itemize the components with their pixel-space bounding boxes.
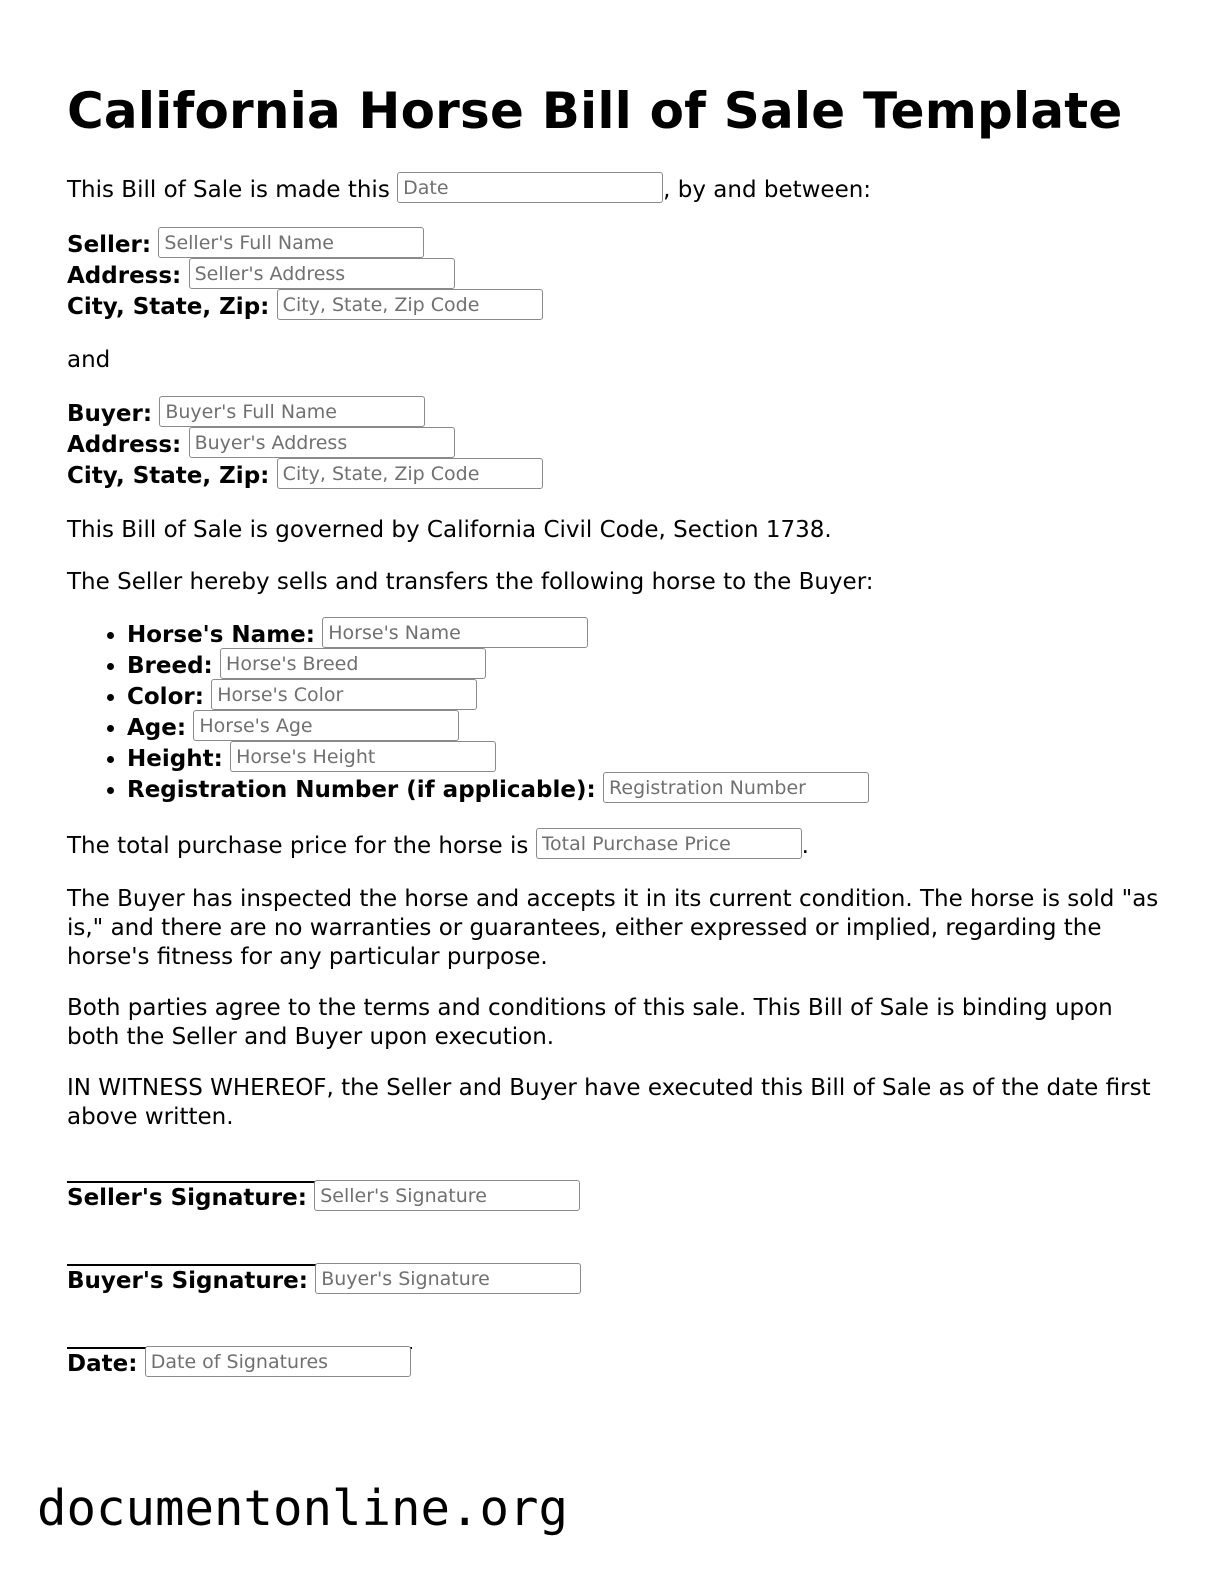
- price-line: [67, 831, 809, 862]
- buyer-address-input[interactable]: [189, 427, 455, 458]
- seller-name-row: [67, 230, 424, 261]
- and-text: and: [67, 347, 111, 373]
- horse-height-item: [127, 744, 869, 775]
- buyer-name-input[interactable]: [159, 396, 425, 427]
- horse-age-input[interactable]: [193, 710, 459, 741]
- horse-name-item: [127, 620, 869, 651]
- seller-address-input[interactable]: [189, 258, 455, 289]
- horse-breed-item: [127, 651, 869, 682]
- horse-age-item: [127, 713, 869, 744]
- witness-paragraph: [67, 1074, 1167, 1132]
- seller-address-row: [67, 261, 455, 292]
- horse-registration-label: Registration Number (if applicable):: [127, 777, 596, 803]
- purchase-price-input[interactable]: [536, 828, 802, 859]
- seller-city-row: [67, 292, 543, 323]
- seller-signature-label: Seller's Signature:: [67, 1185, 307, 1211]
- agreement-paragraph: [67, 994, 1167, 1052]
- buyer-city-input[interactable]: [277, 458, 543, 489]
- sale-date-input[interactable]: [397, 172, 663, 203]
- seller-city-input[interactable]: [277, 289, 543, 320]
- signature-date-label: Date:: [67, 1351, 138, 1377]
- horse-color-label: Color:: [127, 684, 204, 710]
- intro-line: [67, 175, 871, 206]
- buyer-address-label: Address:: [67, 432, 182, 458]
- price-prefix: The total purchase price for the horse is: [67, 833, 529, 859]
- witness-text: IN WITNESS WHEREOF, the Seller and Buyer have executed this Bill of Sale as of the date first above written.: [67, 1075, 1151, 1130]
- horse-name-label: Horse's Name:: [127, 622, 315, 648]
- horse-name-input[interactable]: [322, 617, 588, 648]
- seller-city-label: City, State, Zip:: [67, 294, 270, 320]
- horse-color-item: [127, 682, 869, 713]
- seller-signature-row: [67, 1183, 580, 1214]
- inspection-paragraph: [67, 885, 1167, 972]
- signature-date-input[interactable]: [145, 1346, 411, 1377]
- document-title: California Horse Bill of Sale Template: [67, 82, 1123, 140]
- buyer-name-label: Buyer:: [67, 401, 153, 427]
- inspection-text: The Buyer has inspected the horse and accepts it in its current condition. The horse is sold "as is," and there are no warranties or guarantees, either expressed or implied, regarding the horse's fitness for any particular purpose.: [67, 886, 1159, 970]
- seller-name-input[interactable]: [158, 227, 424, 258]
- governed-text: This Bill of Sale is governed by California Civil Code, Section 1738.: [67, 517, 832, 543]
- seller-address-label: Address:: [67, 263, 182, 289]
- buyer-city-row: [67, 461, 543, 492]
- buyer-address-row: [67, 430, 455, 461]
- horse-breed-label: Breed:: [127, 653, 213, 679]
- intro-suffix: , by and between:: [663, 177, 872, 203]
- price-suffix: .: [801, 833, 809, 859]
- buyer-signature-label: Buyer's Signature:: [67, 1268, 308, 1294]
- transfer-text: The Seller hereby sells and transfers the following horse to the Buyer:: [67, 569, 874, 595]
- intro-prefix: This Bill of Sale is made this: [67, 177, 390, 203]
- horse-height-input[interactable]: [230, 741, 496, 772]
- seller-name-label: Seller:: [67, 232, 152, 258]
- site-watermark: documentonline.org: [37, 1480, 569, 1537]
- horse-breed-input[interactable]: [220, 648, 486, 679]
- buyer-signature-row: [67, 1266, 581, 1297]
- horse-color-input[interactable]: [211, 679, 477, 710]
- buyer-signature-input[interactable]: [315, 1263, 581, 1294]
- horse-registration-input[interactable]: [603, 772, 869, 803]
- horse-details-list: [67, 620, 869, 806]
- horse-registration-item: [127, 775, 869, 806]
- buyer-name-row: [67, 399, 425, 430]
- horse-height-label: Height:: [127, 746, 223, 772]
- signature-date-row: [67, 1349, 411, 1380]
- buyer-city-label: City, State, Zip:: [67, 463, 270, 489]
- agreement-text: Both parties agree to the terms and conditions of this sale. This Bill of Sale is binding upon both the Seller and Buyer upon execution.: [67, 995, 1113, 1050]
- horse-age-label: Age:: [127, 715, 187, 741]
- seller-signature-input[interactable]: [314, 1180, 580, 1211]
